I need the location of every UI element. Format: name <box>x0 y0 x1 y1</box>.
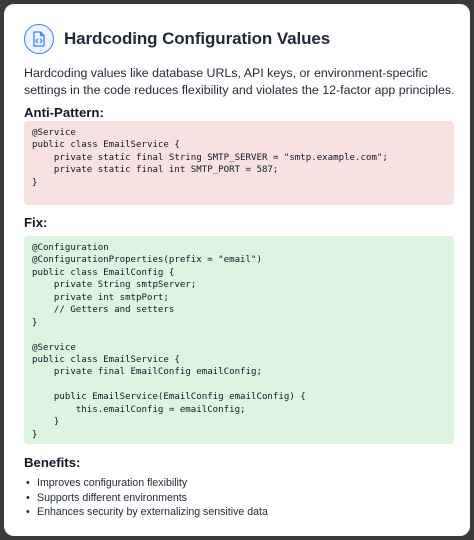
bullet-icon: • <box>26 477 30 489</box>
code-line: private int smtpPort; <box>32 292 169 303</box>
benefit-item <box>24 491 454 506</box>
description: Hardcoding values like database URLs, API keys, or environment-specific settings in the code reduces flexibility and violates the 12-factor app principles. <box>24 66 455 97</box>
code-line <box>32 379 446 391</box>
code-line: this.emailConfig = emailConfig; <box>32 404 246 415</box>
fix-code-block <box>24 236 454 444</box>
benefit-text: Supports different environments <box>37 491 187 504</box>
code-line: public class EmailConfig { <box>32 267 175 278</box>
code-line: private final EmailConfig emailConfig; <box>32 367 262 378</box>
code-line: } <box>32 429 38 440</box>
code-line: @Configuration <box>32 243 109 253</box>
code-line: private static final int SMTP_PORT = 587; <box>32 165 279 176</box>
code-line: @ConfigurationProperties(prefix = "email") <box>32 255 262 266</box>
code-line: } <box>32 417 60 428</box>
fix-heading: Fix: <box>24 215 48 230</box>
code-line: public EmailService(EmailConfig emailConfig) { <box>32 392 306 403</box>
code-line: @Service <box>32 128 76 138</box>
anti-pattern-heading: Anti-Pattern: <box>24 105 104 120</box>
code-file-icon <box>24 24 54 54</box>
benefit-item <box>24 505 454 520</box>
code-line: @Service <box>32 342 76 353</box>
benefits-list <box>24 476 454 520</box>
code-line: private static final String SMTP_SERVER = "smtp.example.com"; <box>32 152 388 163</box>
code-line: public class EmailService { <box>32 354 180 365</box>
code-line: // Getters and setters <box>32 305 175 316</box>
bullet-icon: • <box>26 506 30 518</box>
benefit-item <box>24 476 454 491</box>
code-line: private String smtpServer; <box>32 280 197 291</box>
bullet-icon: • <box>26 491 30 504</box>
code-line: public class EmailService { <box>32 140 180 151</box>
content-card <box>4 4 470 536</box>
page-title: Hardcoding Configuration Values <box>64 29 331 48</box>
benefit-text: Improves configuration flexibility <box>37 477 188 489</box>
anti-pattern-code-block <box>24 121 454 205</box>
header <box>24 24 330 54</box>
code-line: } <box>32 317 38 328</box>
code-line <box>32 329 446 341</box>
benefit-text: Enhances security by externalizing sensitive data <box>37 506 268 518</box>
benefits-heading: Benefits: <box>24 455 81 470</box>
code-line: } <box>32 177 38 188</box>
